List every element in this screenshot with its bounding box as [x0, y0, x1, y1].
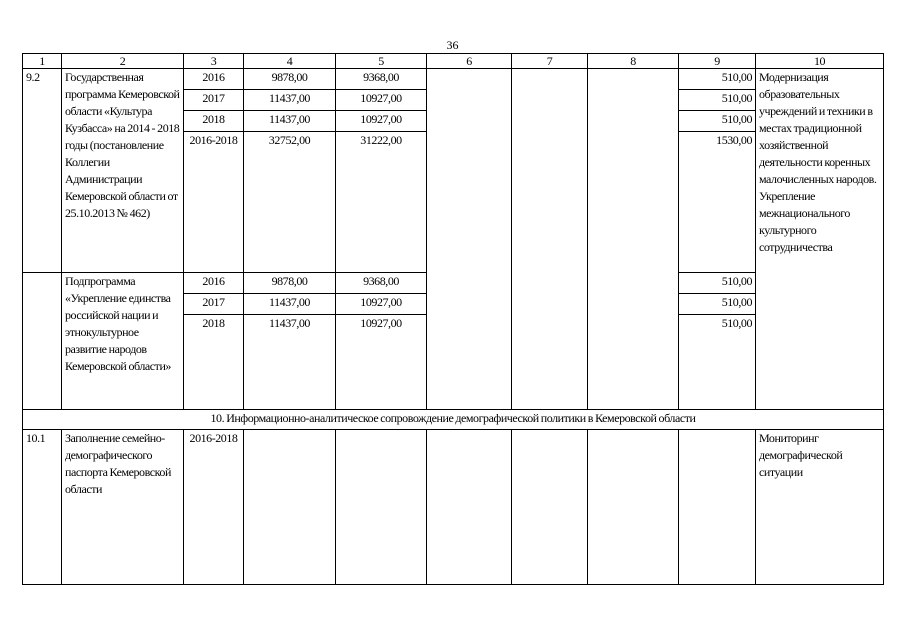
column-header: 6 — [427, 54, 512, 69]
year-cell: 2018 — [184, 315, 244, 410]
federal-cell: 31222,00 — [336, 132, 427, 273]
year-cell: 2016 — [184, 273, 244, 294]
other-cell: 1530,00 — [679, 132, 756, 273]
header-row — [23, 54, 884, 69]
year-cell: 2016-2018 — [184, 132, 244, 273]
subprogram-name: Подпрограмма «Укрепление единства российской нации и этнокультурное развитие народов Кемеровской области» — [62, 273, 184, 410]
federal-cell: 9368,00 — [336, 69, 427, 90]
other-cell: 510,00 — [679, 294, 756, 315]
empty-cell — [427, 430, 512, 585]
column-header: 3 — [184, 54, 244, 69]
federal-cell: 9368,00 — [336, 273, 427, 294]
year-cell: 2017 — [184, 294, 244, 315]
year-cell: 2016-2018 — [184, 430, 244, 585]
program-table — [22, 53, 884, 585]
empty-cell — [588, 69, 679, 410]
year-cell: 2018 — [184, 111, 244, 132]
section-title: 10. Информационно-аналитическое сопровождение демографической политики в Кемеровской области — [23, 410, 884, 430]
column-header: 4 — [244, 54, 336, 69]
total-cell: 9878,00 — [244, 273, 336, 294]
empty-cell — [512, 69, 588, 410]
column-header: 2 — [62, 54, 184, 69]
empty-cell — [244, 430, 336, 585]
year-cell: 2017 — [184, 90, 244, 111]
empty-cell — [427, 69, 512, 410]
row-number: 10.1 — [23, 430, 62, 585]
table-row — [23, 69, 884, 90]
total-cell: 9878,00 — [244, 69, 336, 90]
table-row — [23, 430, 884, 585]
other-cell: 510,00 — [679, 69, 756, 90]
year-cell: 2016 — [184, 69, 244, 90]
expected-result: Мониторинг демографической ситуации — [756, 430, 884, 585]
federal-cell: 10927,00 — [336, 111, 427, 132]
empty-cell — [23, 273, 62, 410]
other-cell: 510,00 — [679, 111, 756, 132]
other-cell: 510,00 — [679, 273, 756, 294]
total-cell: 32752,00 — [244, 132, 336, 273]
column-header: 9 — [679, 54, 756, 69]
other-cell: 510,00 — [679, 90, 756, 111]
federal-cell: 10927,00 — [336, 294, 427, 315]
federal-cell: 10927,00 — [336, 90, 427, 111]
column-header: 8 — [588, 54, 679, 69]
other-cell: 510,00 — [679, 315, 756, 410]
federal-cell: 10927,00 — [336, 315, 427, 410]
page-number: 36 — [446, 38, 459, 52]
total-cell: 11437,00 — [244, 294, 336, 315]
total-cell: 11437,00 — [244, 90, 336, 111]
expected-result: Модернизация образовательных учреждений и техники в местах традиционной хозяйственной деятельности коренных малочисленных народов. Укрепление межнационального культурного сотрудничества — [756, 69, 884, 410]
column-header: 7 — [512, 54, 588, 69]
program-name: Государственная программа Кемеровской области «Культура Кузбасса» на 2014 - 2018 годы (постановление Коллегии Администрации Кемеровской области от 25.10.2013 № 462) — [62, 69, 184, 273]
empty-cell — [512, 430, 588, 585]
section-row — [23, 410, 884, 430]
column-header: 5 — [336, 54, 427, 69]
column-header: 1 — [23, 54, 62, 69]
empty-cell — [588, 430, 679, 585]
total-cell: 11437,00 — [244, 111, 336, 132]
empty-cell — [336, 430, 427, 585]
row-number: 9.2 — [23, 69, 62, 273]
total-cell: 11437,00 — [244, 315, 336, 410]
empty-cell — [679, 430, 756, 585]
measure-name: Заполнение семейно-демографического паспорта Кемеровской области — [62, 430, 184, 585]
column-header: 10 — [756, 54, 884, 69]
